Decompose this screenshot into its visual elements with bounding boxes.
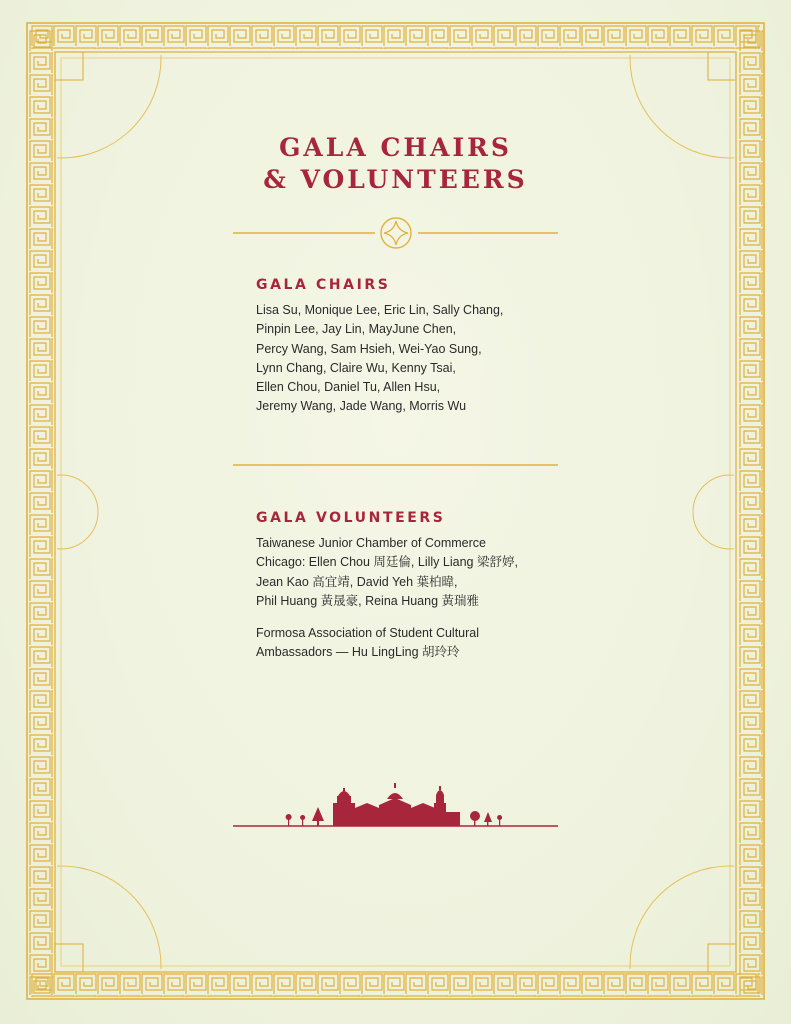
chairs-list bbox=[256, 301, 503, 417]
diamond-star-icon bbox=[233, 218, 558, 248]
chairs-line: Percy Wang, Sam Hsieh, Wei-Yao Sung, bbox=[256, 341, 482, 356]
volunteers-group-tjcc bbox=[256, 534, 518, 611]
page-title-line1: GALA CHAIRS bbox=[279, 133, 512, 162]
volunteers-line: Formosa Association of Student Cultural bbox=[256, 626, 480, 640]
page-title-line2: & VOLUNTEERS bbox=[263, 165, 528, 194]
volunteers-line: Ambassadors — Hu LingLing 胡玲玲 bbox=[256, 645, 460, 660]
volunteers-line: Chicago: Ellen Chou 周廷倫, Lilly Liang 梁舒婷, bbox=[256, 555, 518, 570]
chairs-heading: GALA CHAIRS bbox=[256, 277, 391, 293]
campus-skyline-icon bbox=[233, 783, 558, 826]
volunteers-line: Jean Kao 高宜靖, David Yeh 葉柏暐, bbox=[256, 574, 458, 589]
volunteers-group-fasca bbox=[256, 624, 479, 663]
volunteers-heading: GALA VOLUNTEERS bbox=[256, 510, 446, 526]
chairs-line: Lynn Chang, Claire Wu, Kenny Tsai, bbox=[256, 360, 456, 375]
chairs-line: Ellen Chou, Daniel Tu, Allen Hsu, bbox=[256, 380, 441, 395]
chairs-line: Pinpin Lee, Jay Lin, MayJune Chen, bbox=[256, 322, 457, 337]
volunteers-line: Phil Huang 黃晟豪, Reina Huang 黃瑞雅 bbox=[256, 593, 480, 608]
chairs-line: Jeremy Wang, Jade Wang, Morris Wu bbox=[256, 399, 467, 414]
chairs-line: Lisa Su, Monique Lee, Eric Lin, Sally Chang, bbox=[256, 303, 504, 317]
volunteers-line: Taiwanese Junior Chamber of Commerce bbox=[256, 536, 486, 550]
